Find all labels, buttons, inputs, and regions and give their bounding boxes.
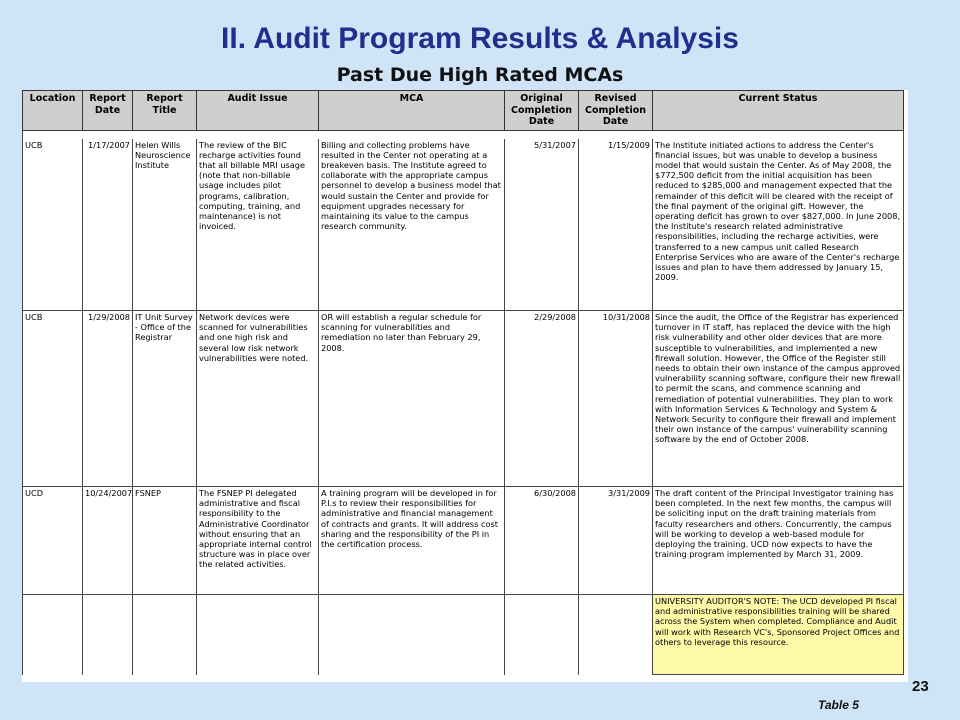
table-header-row xyxy=(23,91,904,131)
cell-report-title: Helen Wills Neuroscience Institute xyxy=(133,139,197,311)
cell-location: UCD xyxy=(23,487,83,595)
cell-current-status: The Institute initiated actions to address the Center's financial issues, but was unable to develop a business model that would sustain the Center. As of May 2008, the $772,500 deficit from the initial acquisition has been reduced to $285,000 and management expected that the remainder of this deficit will be cleared with the receipt of the final payment of the original gift. However, the operating deficit has grown to over $827,000. In June 2008, the Institute's research related administrative responsibilities, including the recharge activities, were transferred to a new campus unit called Research Enterprise Services who are aware of the Center's recharge issues and plan to have them addressed by January 15, 2009. xyxy=(653,139,904,311)
slide-title: II. Audit Program Results & Analysis xyxy=(221,22,739,55)
cell-audit-issue: The FSNEP PI delegated administrative and fiscal responsibility to the Administrative Coordinator without ensuring that an appropriate internal control structure was in place over the related activities. xyxy=(197,487,319,595)
cell-report-date: 1/29/2008 xyxy=(83,311,133,487)
header-location: Location xyxy=(23,91,83,131)
cell-revised-date: 1/15/2009 xyxy=(579,139,653,311)
header-original-completion-date: Original Completion Date xyxy=(505,91,579,131)
cell-location: UCB xyxy=(23,139,83,311)
cell-mca: Billing and collecting problems have resulted in the Center not operating at a breakeven basis. The Institute agreed to collaborate with the appropriate campus personnel to develop a business model that would sustain the Center and provide for equipment upgrades necessary for maintaining its value to the campus research community. xyxy=(319,139,505,311)
cell-current-status: Since the audit, the Office of the Registrar has experienced turnover in IT staff, has replaced the device with the high risk vulnerability and other older devices that are more susceptible to vulnerabilities, and implemented a new firewall solution. However, the Office of the Register still needs to obtain their own instance of the campus approved vulnerability scanning software, configure their new firewall to permit the scans, and commence scanning and remediation of potential vulnerabilities. They plan to work with Information Services & Technology and System & Network Security to configure their firewall and implement their own instance of the campus' vulnerability scanning software by the end of October 2008. xyxy=(653,311,904,487)
cell-revised-date: 3/31/2009 xyxy=(579,487,653,595)
cell-original-date: 5/31/2007 xyxy=(505,139,579,311)
table-label: Table 5 xyxy=(818,698,859,712)
header-report-date: Report Date xyxy=(83,91,133,131)
cell-original-date: 6/30/2008 xyxy=(505,487,579,595)
table-row xyxy=(23,139,904,311)
cell-mca: A training program will be developed in for P.I.s to review their responsibilities for administrative and financial management of contracts and grants. It will address cost sharing and the responsibility of the PI in the certification process. xyxy=(319,487,505,595)
cell-report-date: 10/24/2007 xyxy=(83,487,133,595)
header-audit-issue: Audit Issue xyxy=(197,91,319,131)
header-mca: MCA xyxy=(319,91,505,131)
cell-original-date: 2/29/2008 xyxy=(505,311,579,487)
header-revised-completion-date: Revised Completion Date xyxy=(579,91,653,131)
auditor-note: UNIVERSITY AUDITOR'S NOTE: The UCD developed PI fiscal and administrative responsibilities training will be shared across the System when completed. Compliance and Audit will work with Research VC's, Sponsored Project Offices and others to leverage this resource. xyxy=(653,595,904,675)
cell-report-title: IT Unit Survey - Office of the Registrar xyxy=(133,311,197,487)
table-row-note xyxy=(23,595,904,675)
cell-location: UCB xyxy=(23,311,83,487)
slide-subtitle: Past Due High Rated MCAs xyxy=(336,64,624,86)
mca-table xyxy=(22,90,904,675)
page-number: 23 xyxy=(912,678,929,695)
cell-revised-date: 10/31/2008 xyxy=(579,311,653,487)
cell-audit-issue: The review of the BIC recharge activities found that all billable MRI usage (note that non-billable usage includes pilot programs, calibration, computing, training, and maintenance) is not invoiced. xyxy=(197,139,319,311)
header-report-title: Report Title xyxy=(133,91,197,131)
cell-audit-issue: Network devices were scanned for vulnerabilities and one high risk and several low risk network vulnerabilities were noted. xyxy=(197,311,319,487)
cell-mca: OR will establish a regular schedule for scanning for vulnerabilities and remediation no later than February 29, 2008. xyxy=(319,311,505,487)
mca-table-sheet xyxy=(22,90,908,682)
cell-report-date: 1/17/2007 xyxy=(83,139,133,311)
cell-report-title: FSNEP xyxy=(133,487,197,595)
cell-current-status: The draft content of the Principal Investigator training has been completed. In the next few months, the campus will be soliciting input on the draft training materials from faculty researchers and others. Concurrently, the campus will be working to develop a web-based module for deploying the training. UCD now expects to have the training program implemented by March 31, 2009. xyxy=(653,487,904,595)
header-current-status: Current Status xyxy=(653,91,904,131)
table-row xyxy=(23,311,904,487)
table-row xyxy=(23,487,904,595)
